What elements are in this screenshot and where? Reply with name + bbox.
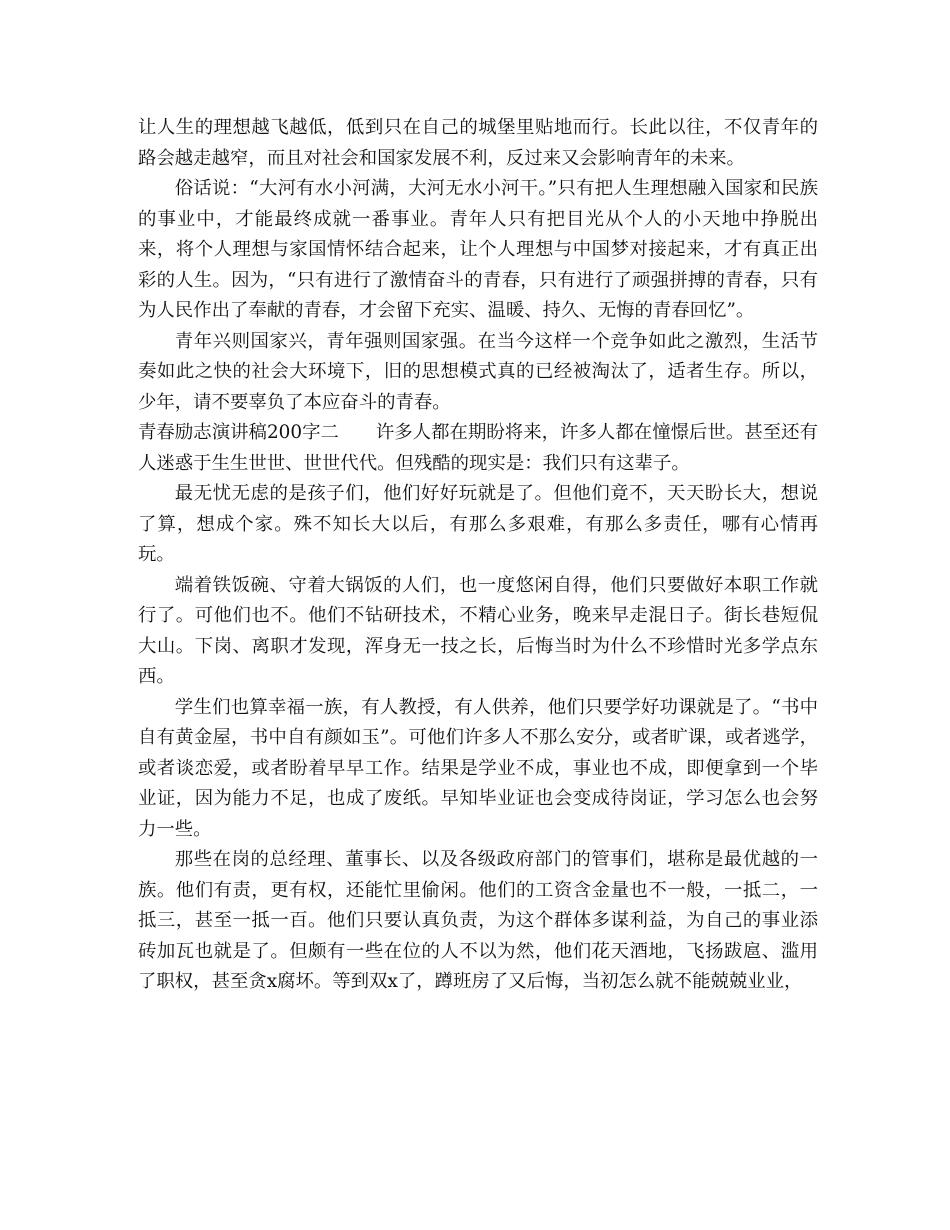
paragraph-4-text: 许多人都在期盼将来，许多人都在憧憬后世。甚至还有人迷惑于生生世世、世世代代。但残酷的现实是：我们只有这辈子。 <box>138 422 818 474</box>
paragraph-5: 最无忧无虑的是孩子们，他们好好玩就是了。但他们竟不，天天盼长大，想说了算，想成个家。殊不知长大以后，有那么多艰难，有那么多责任，哪有心情再玩。 <box>138 483 818 565</box>
paragraph-4 <box>138 418 818 479</box>
paragraph-8: 那些在岗的总经理、董事长、以及各级政府部门的管事们，堪称是最优越的一族。他们有责，更有权，还能忙里偷闲。他们的工资含金量也不一般，一抵二，一抵三，甚至一抵一百。他们只要认真负责，为这个群体多谋利益，为自己的事业添砖加瓦也就是了。但颇有一些在位的人不以为然，他们花天酒地，飞扬跋扈、滥用了职权，甚至贪x腐坏。等到双x了，蹲班房了又后悔，当初怎么就不能兢兢业业， <box>138 849 818 992</box>
heading-gap <box>339 422 376 443</box>
paragraph-2: 俗话说：“大河有水小河满，大河无水小河干。”只有把人生理想融入国家和民族的事业中，才能最终成就一番事业。青年人只有把目光从个人的小天地中挣脱出来，将个人理想与家国情怀结合起来，让个人理想与中国梦对接起来，才有真正出彩的人生。因为，“只有进行了激情奋斗的青春，只有进行了顽强拼搏的青春，只有为人民作出了奉献的青春，才会留下充实、温暖、持久、无悔的青春回忆”。 <box>138 178 818 321</box>
section-heading: 青春励志演讲稿200字二 <box>138 422 339 443</box>
paragraph-1: 让人生的理想越飞越低，低到只在自己的城堡里贴地而行。长此以往，不仅青年的路会越走越窄，而且对社会和国家发展不利，反过来又会影响青年的未来。 <box>138 117 818 169</box>
paragraph-6: 端着铁饭碗、守着大锅饭的人们，也一度悠闲自得，他们只要做好本职工作就行了。可他们也不。他们不钻研技术，不精心业务，晚来早走混日子。街长巷短侃大山。下岗、离职才发现，浑身无一技之长，后悔当时为什么不珍惜时光多学点东西。 <box>138 574 818 687</box>
paragraph-3: 青年兴则国家兴，青年强则国家强。在当今这样一个竞争如此之激烈，生活节奏如此之快的社会大环境下，旧的思想模式真的已经被淘汰了，适者生存。所以，少年，请不要辜负了本应奋斗的青春。 <box>138 330 818 413</box>
paragraph-7: 学生们也算幸福一族，有人教授，有人供养，他们只要学好功课就是了。“书中自有黄金屋，书中自有颜如玉”。可他们许多人不那么安分，或者旷课，或者逃学，或者谈恋爱，或者盼着早早工作。结果是学业不成，事业也不成，即便拿到一个毕业证，因为能力不足，也成了废纸。早知毕业证也会变成待岗证，学习怎么也会努力一些。 <box>138 696 818 840</box>
document-body <box>138 113 818 998</box>
